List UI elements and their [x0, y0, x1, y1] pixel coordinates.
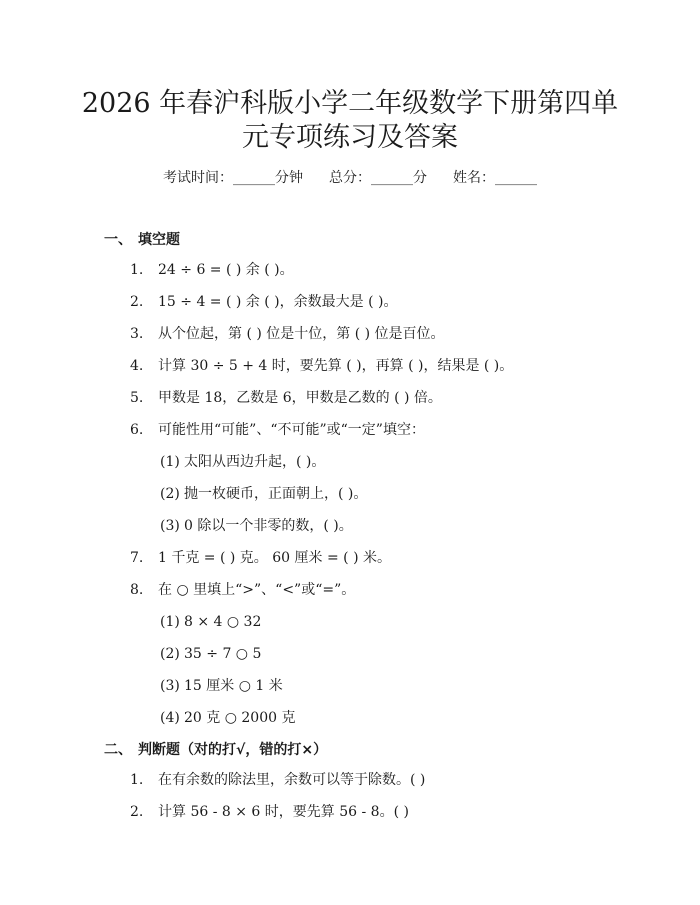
q8-sub-2 [160, 644, 261, 664]
question-text: 可能性用“可能”、“不可能”或“一定”填空： [158, 422, 425, 438]
question-text: 从个位起，第 ( ) 位是十位，第 ( ) 位是百位。 [158, 326, 445, 342]
question-number: 1. [130, 772, 144, 788]
student-name-field: 姓名：______ [453, 170, 537, 186]
q8-sub-3 [160, 676, 283, 696]
sub-number: (4) [160, 710, 180, 726]
q8-sub-4 [160, 708, 295, 728]
question-text: 计算 56 - 8 × 6 时，要先算 56 - 8。( ) [158, 804, 409, 820]
s2-question-2 [130, 802, 409, 822]
q6-sub-1 [160, 452, 325, 472]
sub-number: (2) [160, 646, 180, 662]
s1-question-5 [130, 388, 442, 408]
sub-number: (1) [160, 454, 180, 470]
exam-meta-line [0, 168, 700, 188]
question-text: 在 ○ 里填上“>”、“<”或“=”。 [158, 582, 356, 598]
question-text: 甲数是 18，乙数是 6，甲数是乙数的 ( ) 倍。 [158, 390, 442, 406]
sub-text: 0 除以一个非零的数，( )。 [184, 518, 353, 534]
question-number: 1. [130, 262, 144, 278]
s2-question-1 [130, 770, 425, 790]
section-1-title: 填空题 [138, 232, 180, 248]
question-number: 2. [130, 294, 144, 310]
question-text: 在有余数的除法里，余数可以等于除数。( ) [158, 772, 426, 788]
q8-sub-1 [160, 612, 261, 632]
q6-sub-3 [160, 516, 353, 536]
question-number: 3. [130, 326, 144, 342]
question-text: 15 ÷ 4 = ( ) 余 ( )，余数最大是 ( )。 [158, 294, 398, 310]
sub-text: 抛一枚硬币，正面朝上，( )。 [184, 486, 368, 502]
page-title-line-2: 元专项练习及答案 [242, 122, 458, 153]
s1-question-1 [130, 260, 294, 280]
s1-question-7 [130, 548, 391, 568]
s1-question-4 [130, 356, 513, 376]
sub-text: 15 厘米 ○ 1 米 [184, 678, 283, 694]
question-number: 7. [130, 550, 144, 566]
sub-text: 太阳从西边升起，( )。 [184, 454, 326, 470]
section-2-title: 判断题（对的打√，错的打×） [138, 742, 328, 758]
question-text: 计算 30 ÷ 5 + 4 时，要先算 ( )，再算 ( )，结果是 ( )。 [158, 358, 514, 374]
section-2-heading [104, 740, 327, 760]
s1-question-2 [130, 292, 397, 312]
page-title-line-1: 2026 年春沪科版小学二年级数学下册第四单 [81, 88, 619, 119]
question-number: 4. [130, 358, 144, 374]
question-text: 24 ÷ 6 = ( ) 余 ( )。 [158, 262, 294, 278]
section-2-number: 二、 [104, 742, 132, 758]
exam-time-field: 考试时间：______分钟 [163, 170, 303, 186]
sub-number: (3) [160, 678, 180, 694]
s1-question-6 [130, 420, 425, 440]
sub-text: 8 × 4 ○ 32 [184, 614, 262, 630]
section-1-number: 一、 [104, 232, 132, 248]
total-score-field: 总分：______分 [329, 170, 427, 186]
question-number: 8. [130, 582, 144, 598]
sub-text: 35 ÷ 7 ○ 5 [184, 646, 262, 662]
question-number: 5. [130, 390, 144, 406]
q6-sub-2 [160, 484, 367, 504]
sub-text: 20 克 ○ 2000 克 [184, 710, 296, 726]
sub-number: (1) [160, 614, 180, 630]
s1-question-3 [130, 324, 445, 344]
question-number: 2. [130, 804, 144, 820]
question-number: 6. [130, 422, 144, 438]
sub-number: (2) [160, 486, 180, 502]
sub-number: (3) [160, 518, 180, 534]
s1-question-8 [130, 580, 355, 600]
question-text: 1 千克 = ( ) 克。 60 厘米 = ( ) 米。 [158, 550, 391, 566]
section-1-heading [104, 230, 180, 250]
